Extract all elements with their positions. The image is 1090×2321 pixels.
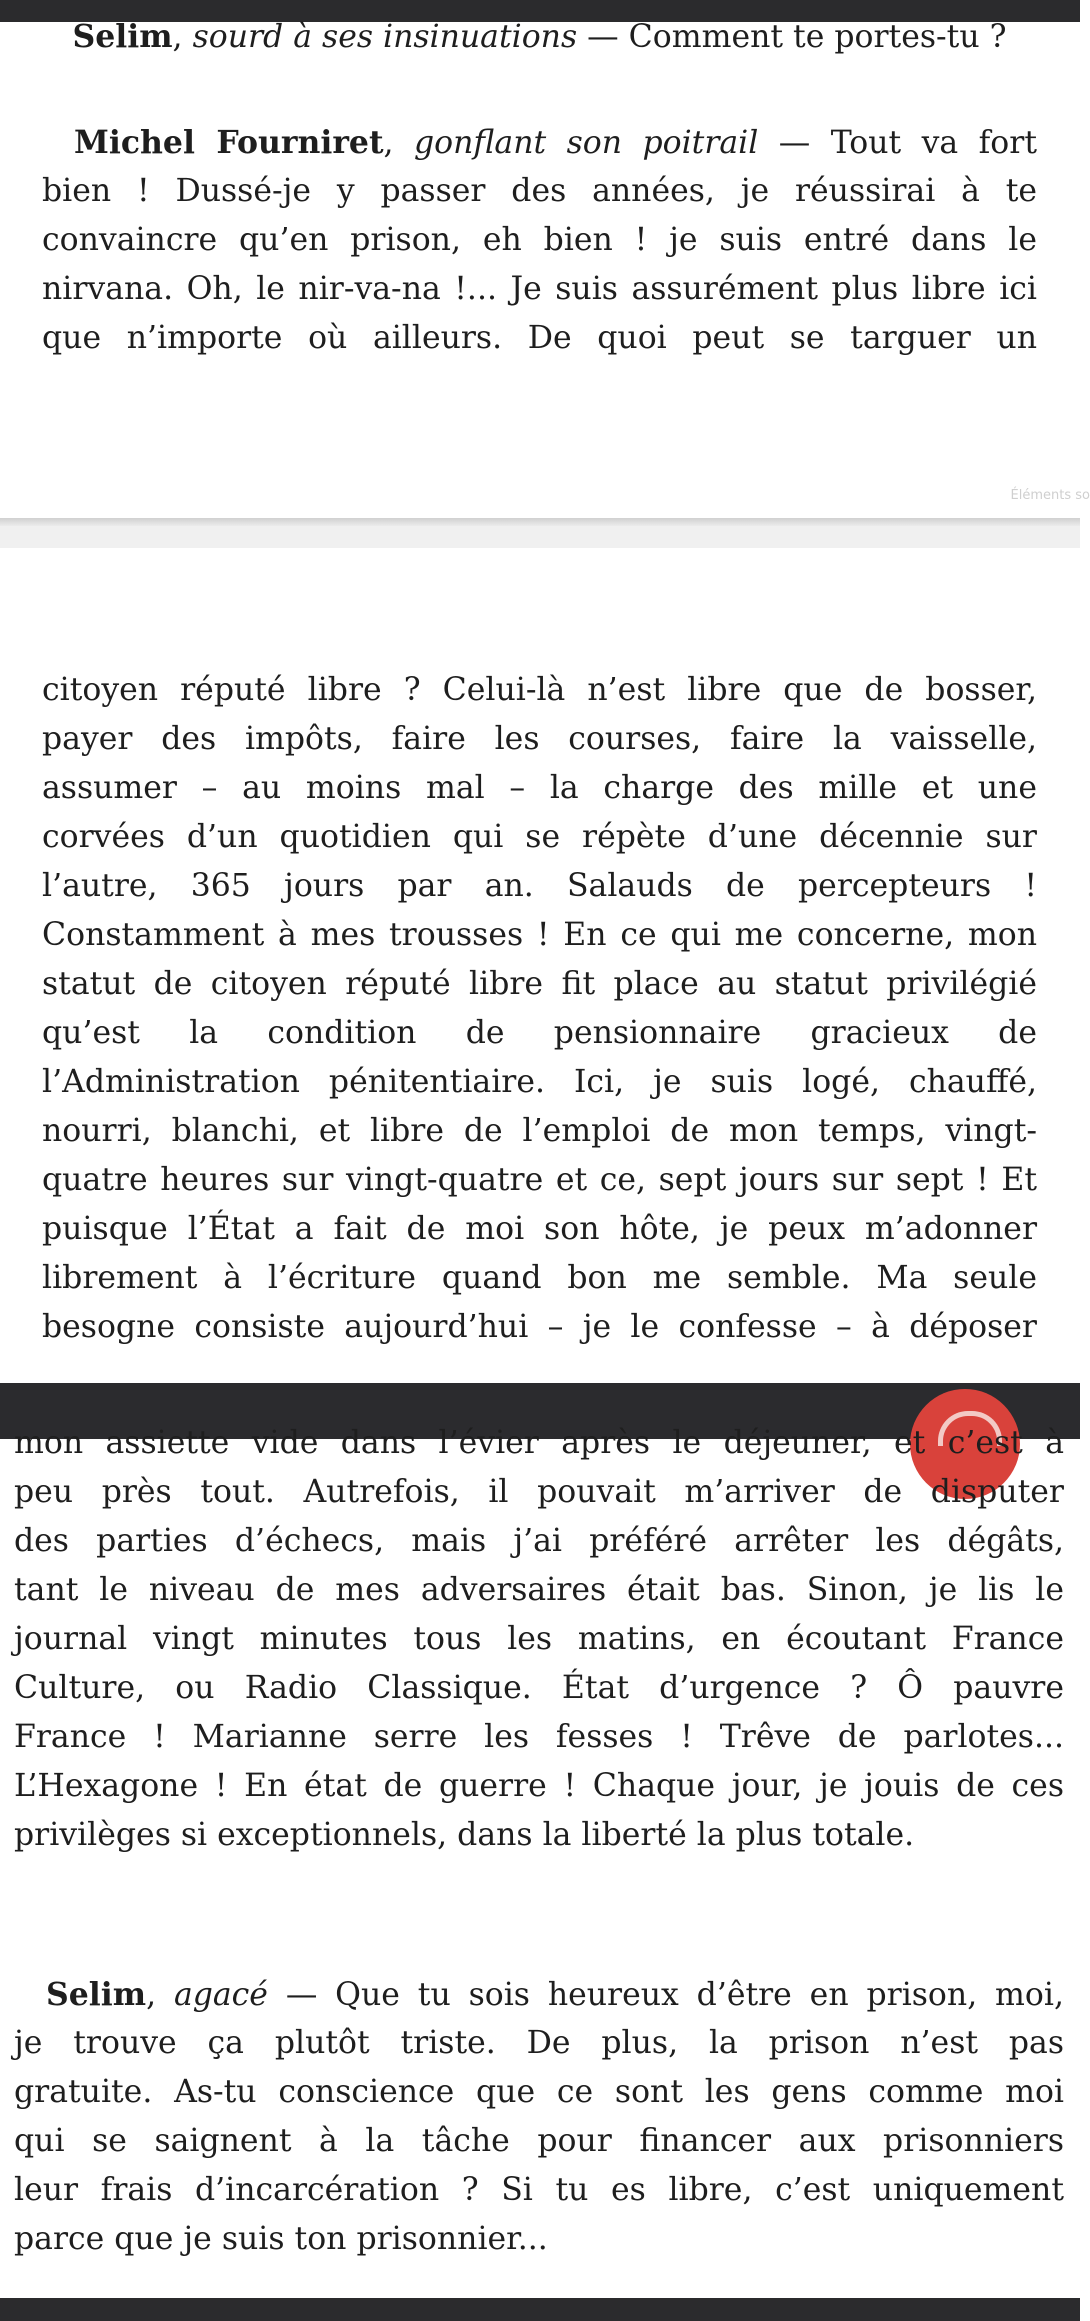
text-line: Selim, agacé — Que tu sois heureux d’être en prison, moi, — [46, 1976, 1064, 2013]
paragraph-continuation — [42, 666, 1037, 1352]
dialogue-text: — Que tu sois heureux d’être en prison, moi, — [267, 1977, 1064, 2013]
bottom-bar — [0, 2298, 1080, 2321]
text-line: nirvana. Oh, le nir-va-na !... Je suis assurément plus libre ici — [42, 271, 1037, 307]
speaker-name: Selim — [46, 1976, 147, 2013]
speaker-name: Michel Fourniret — [74, 124, 384, 161]
text-line: Michel Fourniret, gonflant son poitrail — Tout va fort — [74, 124, 1037, 161]
text-line: peu près tout. Autrefois, il pouvait m’arriver de disputer — [14, 1474, 1064, 1510]
text-line: je trouve ça plutôt triste. De plus, la prison n’est pas — [14, 2025, 1064, 2061]
dialogue-text: — Comment te portes-tu ? — [577, 19, 1007, 55]
text-line: qui se saignent à la tâche pour financer aux prisonniers — [14, 2123, 1064, 2159]
text-line: que n’importe où ailleurs. De quoi peut se targuer un — [42, 320, 1037, 356]
text-line: mon assiette vide dans l’évier après le déjeuner, et c’est à — [14, 1425, 1064, 1461]
text-line: assumer – au moins mal – la charge des mille et une — [42, 770, 1037, 806]
text-line: citoyen réputé libre ? Celui-là n’est libre que de bosser, — [42, 672, 1037, 708]
text-line: gratuite. As-tu conscience que ce sont les gens comme moi — [14, 2074, 1064, 2110]
text-line: des parties d’échecs, mais j’ai préféré arrêter les dégâts, — [14, 1523, 1064, 1559]
text-line: journal vingt minutes tous les matins, en écoutant France — [14, 1621, 1064, 1657]
text-line: L’Hexagone ! En état de guerre ! Chaque jour, je jouis de ces — [14, 1768, 1064, 1804]
text-line: France ! Marianne serre les fesses ! Trêve de parlotes... — [14, 1719, 1064, 1755]
watermark-text: Éléments so — [1010, 488, 1090, 503]
text-line: besogne consiste aujourd’hui – je le confesse – à déposer — [42, 1309, 1037, 1345]
text-line: tant le niveau de mes adversaires était bas. Sinon, je lis le — [14, 1572, 1064, 1608]
text-line: librement à l’écriture quand bon me semble. Ma seule — [42, 1260, 1037, 1296]
text-line: leur frais d’incarcération ? Si tu es libre, c’est uniquement — [14, 2172, 1064, 2208]
text-line: nourri, blanchi, et libre de l’emploi de mon temps, vingt- — [42, 1113, 1037, 1149]
text-line: puisque l’État a fait de moi son hôte, je peux m’adonner — [42, 1211, 1037, 1247]
text-line: l’Administration pénitentiaire. Ici, je suis logé, chauffé, — [42, 1064, 1037, 1100]
page-divider — [0, 518, 1080, 526]
dialogue-fourniret — [42, 118, 1037, 363]
dialogue-selim-question — [42, 12, 1037, 61]
text-line: corvées d’un quotidien qui se répète d’une décennie sur — [42, 819, 1037, 855]
text-line: l’autre, 365 jours par an. Salauds de percepteurs ! — [42, 868, 1037, 904]
speaker-name: Selim — [72, 18, 173, 55]
dialogue-selim-reply — [14, 1970, 1064, 2264]
text-line: parce que je suis ton prisonnier... — [14, 2221, 548, 2257]
stage-direction: sourd à ses insinuations — [192, 19, 578, 55]
text-line: payer des impôts, faire les courses, faire la vaisselle, — [42, 721, 1037, 757]
text-line: Selim, sourd à ses insinuations — Comment te portes-tu ? — [72, 18, 1007, 55]
text-line: convaincre qu’en prison, eh bien ! je suis entré dans le — [42, 222, 1037, 258]
text-line: quatre heures sur vingt-quatre et ce, sept jours sur sept ! Et — [42, 1162, 1037, 1198]
text-line: statut de citoyen réputé libre fit place au statut privilégié — [42, 966, 1037, 1002]
text-line: Culture, ou Radio Classique. État d’urgence ? Ô pauvre — [14, 1670, 1064, 1706]
text-line: privilèges si exceptionnels, dans la liberté la plus totale. — [14, 1817, 915, 1853]
page-divider-band — [0, 526, 1080, 548]
paragraph-continuation-2 — [14, 1419, 1064, 1860]
text-line: Constamment à mes trousses ! En ce qui me concerne, mon — [42, 917, 1037, 953]
stage-direction: gonflant son poitrail — [414, 125, 759, 161]
dialogue-text: — Tout va fort — [758, 125, 1037, 161]
text-line: bien ! Dussé-je y passer des années, je réussirai à te — [42, 173, 1037, 209]
text-line: qu’est la condition de pensionnaire gracieux de — [42, 1015, 1037, 1051]
stage-direction: agacé — [173, 1977, 268, 2013]
